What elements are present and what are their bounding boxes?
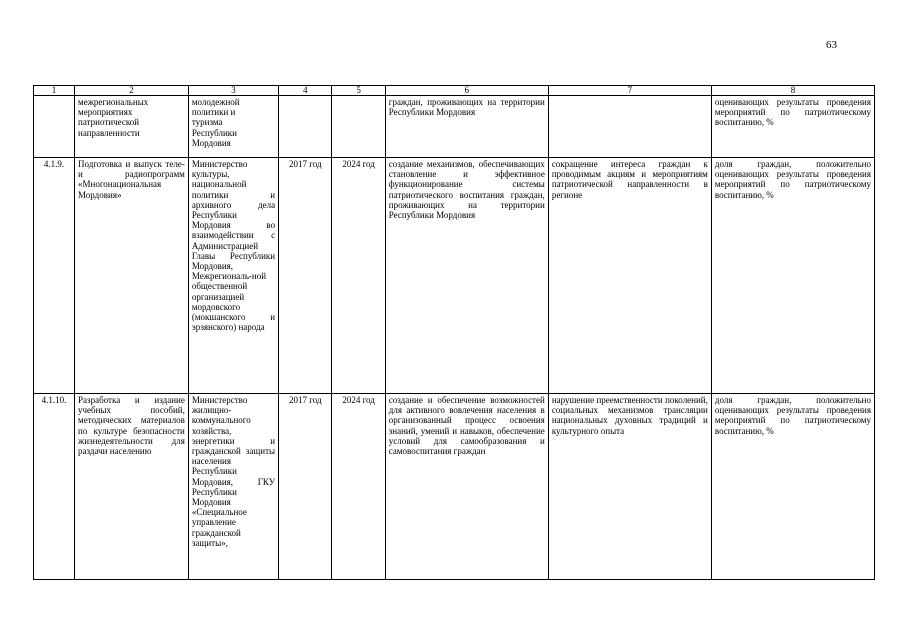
row-number-cell: 4.1.10. <box>34 394 75 580</box>
responsible-org-cell: Министерство жилищно-коммунального хозяйства, энергетики и гражданской защиты населения Республики Мордовия, ГКУ Республики Мордовия «Специальное управление гражданской защиты», <box>188 394 278 580</box>
risk-cell: сокращение интереса граждан к проводимым акциям и мероприятиям патриотической направленности в регионе <box>548 158 711 394</box>
risk-cell: нарушение преемственности поколений, социальных механизмов трансляции национальных духовных традиций и культурного опыта <box>548 394 711 580</box>
indicator-cell: доля граждан, положительно оценивающих результаты проведения мероприятий по патриотическому воспитанию, % <box>711 158 874 394</box>
end-year-cell: 2024 год <box>332 394 385 580</box>
table-header-row <box>34 86 875 96</box>
program-activities-table <box>33 85 875 580</box>
indicator-cell: оценивающих результаты проведения мероприятий по патриотическому воспитанию, % <box>711 96 874 158</box>
column-header: 1 <box>34 86 75 96</box>
responsible-org-cell: молодежной политики и туризма Республики Мордовия <box>188 96 278 158</box>
column-header: 7 <box>548 86 711 96</box>
column-header: 5 <box>332 86 385 96</box>
column-header: 6 <box>385 86 548 96</box>
start-year-cell: 2017 год <box>279 394 332 580</box>
start-year-cell: 2017 год <box>279 158 332 394</box>
risk-cell <box>548 96 711 158</box>
table-row <box>34 96 875 158</box>
table-row <box>34 394 875 580</box>
activity-name-cell: Разработка и издание учебных пособий, методических материалов по культуре безопасности жизнедеятельности для раздачи населению <box>75 394 189 580</box>
start-year-cell <box>279 96 332 158</box>
end-year-cell <box>332 96 385 158</box>
column-header: 4 <box>279 86 332 96</box>
page-number: 63 <box>826 39 837 51</box>
expected-result-cell: граждан, проживающих на территории Республики Мордовия <box>385 96 548 158</box>
table-row <box>34 158 875 394</box>
expected-result-cell: создание и обеспечение возможностей для активного вовлечения населения в организованный процесс освоения знаний, умений и навыков, обеспечение условий для самообразования и самовоспитания граждан <box>385 394 548 580</box>
column-header: 2 <box>75 86 189 96</box>
indicator-cell: доля граждан, положительно оценивающих результаты проведения мероприятий по патриотическому воспитанию, % <box>711 394 874 580</box>
column-header: 3 <box>188 86 278 96</box>
responsible-org-cell: Министерство культуры, национальной политики и архивного дела Республики Мордовия во взаимодействии с Администрацией Главы Республики Мордовия, Межрегиональ-ной общественной организацией мордовского (мокшанского и эрзянского) народа <box>188 158 278 394</box>
column-header: 8 <box>711 86 874 96</box>
end-year-cell: 2024 год <box>332 158 385 394</box>
activity-name-cell: межрегиональных мероприятиях патриотической направленности <box>75 96 189 158</box>
row-number-cell: 4.1.9. <box>34 158 75 394</box>
activity-name-cell: Подготовка и выпуск теле- и радиопрограмм «Многонациональная Мордовия» <box>75 158 189 394</box>
row-number-cell <box>34 96 75 158</box>
expected-result-cell: создание механизмов, обеспечивающих становление и эффективное функционирование системы патриотического воспитания граждан, проживающих на территории Республики Мордовия <box>385 158 548 394</box>
